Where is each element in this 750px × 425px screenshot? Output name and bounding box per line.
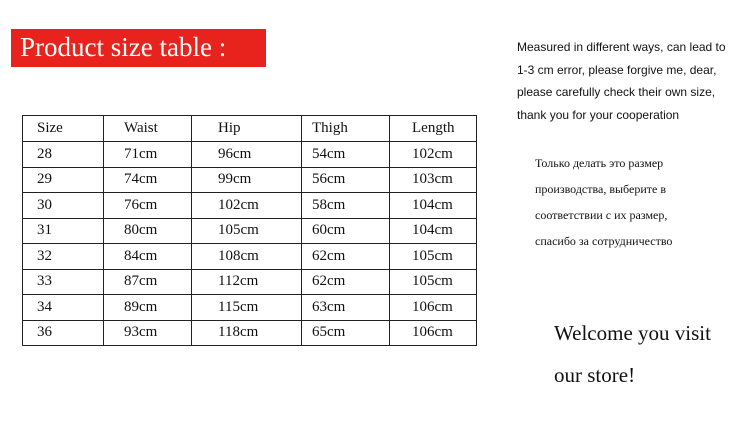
table-row <box>23 320 477 346</box>
cell-size: 29 <box>23 167 104 193</box>
cell-length: 102cm <box>390 142 477 168</box>
cell-thigh: 56cm <box>302 167 390 193</box>
cell-thigh: 58cm <box>302 193 390 219</box>
cell-hip: 108cm <box>192 244 302 270</box>
cell-thigh: 65cm <box>302 320 390 346</box>
cell-hip: 99cm <box>192 167 302 193</box>
header-hip: Hip <box>192 116 302 142</box>
note-line: thank you for your cooperation <box>517 107 680 122</box>
note-line: Measured in different ways, can lead to <box>517 40 726 54</box>
note-line: Только делать это размер <box>535 156 664 170</box>
table-row <box>23 244 477 270</box>
cell-hip: 115cm <box>192 295 302 321</box>
table-header-row <box>23 116 477 142</box>
measurement-note-english <box>517 36 749 126</box>
cell-waist: 74cm <box>104 167 192 193</box>
cell-waist: 87cm <box>104 269 192 295</box>
header-waist: Waist <box>104 116 192 142</box>
table-row <box>23 142 477 168</box>
cell-hip: 102cm <box>192 193 302 219</box>
cell-hip: 105cm <box>192 218 302 244</box>
cell-size: 30 <box>23 193 104 219</box>
cell-length: 103cm <box>390 167 477 193</box>
note-line: спасибо за сотрудничество <box>535 234 673 248</box>
header-length: Length <box>390 116 477 142</box>
note-line: производства, выберите в <box>535 182 666 196</box>
cell-thigh: 62cm <box>302 269 390 295</box>
note-line: please carefully check their own size, <box>517 85 716 99</box>
size-table-title: Product size table : <box>11 29 266 67</box>
cell-hip: 112cm <box>192 269 302 295</box>
cell-size: 36 <box>23 320 104 346</box>
cell-size: 34 <box>23 295 104 321</box>
cell-waist: 80cm <box>104 218 192 244</box>
cell-thigh: 62cm <box>302 244 390 270</box>
cell-waist: 84cm <box>104 244 192 270</box>
cell-waist: 71cm <box>104 142 192 168</box>
cell-waist: 89cm <box>104 295 192 321</box>
welcome-line: Welcome you visit <box>554 321 711 345</box>
table-row <box>23 193 477 219</box>
cell-size: 33 <box>23 269 104 295</box>
cell-length: 104cm <box>390 193 477 219</box>
cell-length: 104cm <box>390 218 477 244</box>
cell-thigh: 60cm <box>302 218 390 244</box>
header-thigh: Thigh <box>302 116 390 142</box>
cell-waist: 76cm <box>104 193 192 219</box>
note-line: 1-3 cm error, please forgive me, dear, <box>517 62 717 77</box>
table-row <box>23 269 477 295</box>
cell-length: 106cm <box>390 320 477 346</box>
table-row <box>23 218 477 244</box>
cell-thigh: 63cm <box>302 295 390 321</box>
table-row <box>23 167 477 193</box>
cell-length: 106cm <box>390 295 477 321</box>
cell-size: 32 <box>23 244 104 270</box>
welcome-line: our store! <box>554 363 636 387</box>
cell-length: 105cm <box>390 269 477 295</box>
welcome-message <box>554 312 750 396</box>
header-size: Size <box>23 116 104 142</box>
table-row <box>23 295 477 321</box>
cell-size: 28 <box>23 142 104 168</box>
cell-thigh: 54cm <box>302 142 390 168</box>
cell-hip: 118cm <box>192 320 302 346</box>
cell-hip: 96cm <box>192 142 302 168</box>
measurement-note-russian <box>535 150 735 254</box>
note-line: соответствии с их размер, <box>535 208 668 222</box>
cell-waist: 93cm <box>104 320 192 346</box>
cell-size: 31 <box>23 218 104 244</box>
cell-length: 105cm <box>390 244 477 270</box>
size-table <box>22 115 477 346</box>
